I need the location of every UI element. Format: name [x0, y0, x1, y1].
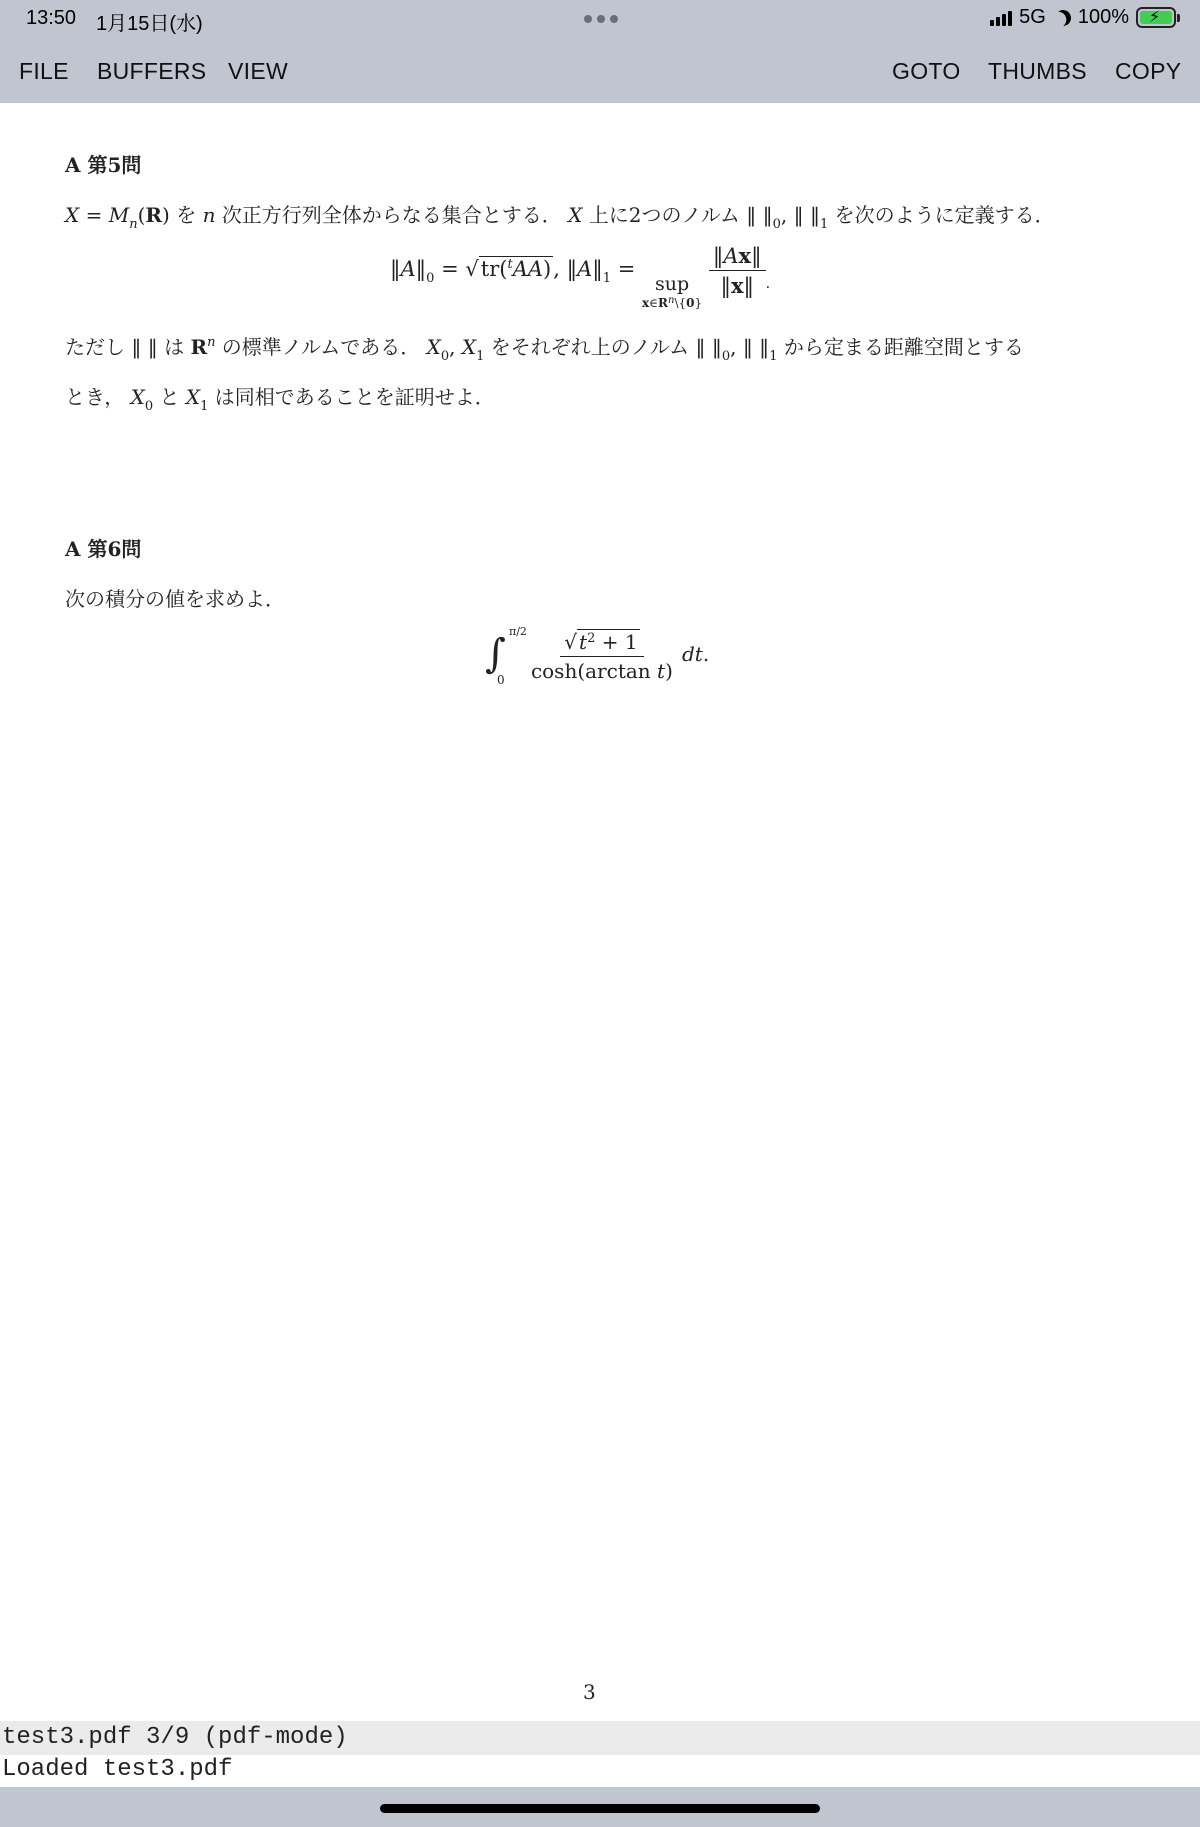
- status-time: 13:50: [26, 7, 77, 29]
- integral-equation: ∫ π/2 0 $\frac{√ t^2 + 1}{\text{cosh(arctan t)}}$ dt.: [485, 625, 710, 687]
- norm-definition-equation: $‖A‖_0 = √tr(^tAA)$, $‖A‖_1$ = sup $x\in R^n\backslash\{0\}$ $\frac{‖Ax‖}{‖x‖}$ $_.$: [390, 243, 771, 310]
- status-indicators: [990, 6, 1176, 29]
- page-number: 3: [583, 1680, 596, 1704]
- mode-line: test3.pdf 3/9 (pdf-mode): [0, 1721, 1200, 1755]
- menu-goto[interactable]: GOTO: [892, 58, 961, 84]
- echo-area: Loaded test3.pdf: [0, 1755, 1200, 1787]
- battery-percent: 100%: [1077, 6, 1129, 28]
- status-date: 1月15日(水): [96, 13, 203, 35]
- problem6-line1: 次の積分の値を求めよ．: [65, 587, 285, 611]
- home-indicator-bar[interactable]: [380, 1804, 820, 1813]
- network-label: 5G: [1019, 6, 1046, 28]
- battery-charging-icon: ⚡: [1136, 7, 1176, 28]
- problem5-line1: $X = M_n(R)$ を n 次正方行列全体からなる集合とする． X 上に2つのノルム ‖ $‖_0$, ‖ $‖_1$ を次のように定義する．: [65, 203, 1055, 232]
- menu-copy[interactable]: COPY: [1115, 58, 1182, 84]
- cellular-signal-icon: [990, 10, 1012, 26]
- pdf-page: [0, 103, 1200, 1721]
- problem5-heading: A 第5問: [65, 153, 142, 177]
- do-not-disturb-moon-icon: [1053, 7, 1074, 28]
- problem6-heading: A 第6問: [65, 537, 142, 561]
- menu-buffers[interactable]: BUFFERS: [97, 58, 207, 84]
- problem5-line2: ただし ‖ ‖ は $R^n$ の標準ノルムである． $X_0$, $X_1$ をそれぞれ上のノルム ‖ $‖_0$, ‖ $‖_1$ から定まる距離空間とする: [65, 335, 1024, 364]
- menu-thumbs[interactable]: THUMBS: [988, 58, 1087, 84]
- problem5-line3: とき， $X_0$ と $X_1$ は同相であることを証明せよ．: [65, 385, 495, 414]
- menu-view[interactable]: VIEW: [228, 58, 288, 84]
- multitasking-dots-icon[interactable]: [584, 15, 618, 23]
- top-bar: [0, 0, 1200, 103]
- menu-file[interactable]: FILE: [19, 58, 69, 84]
